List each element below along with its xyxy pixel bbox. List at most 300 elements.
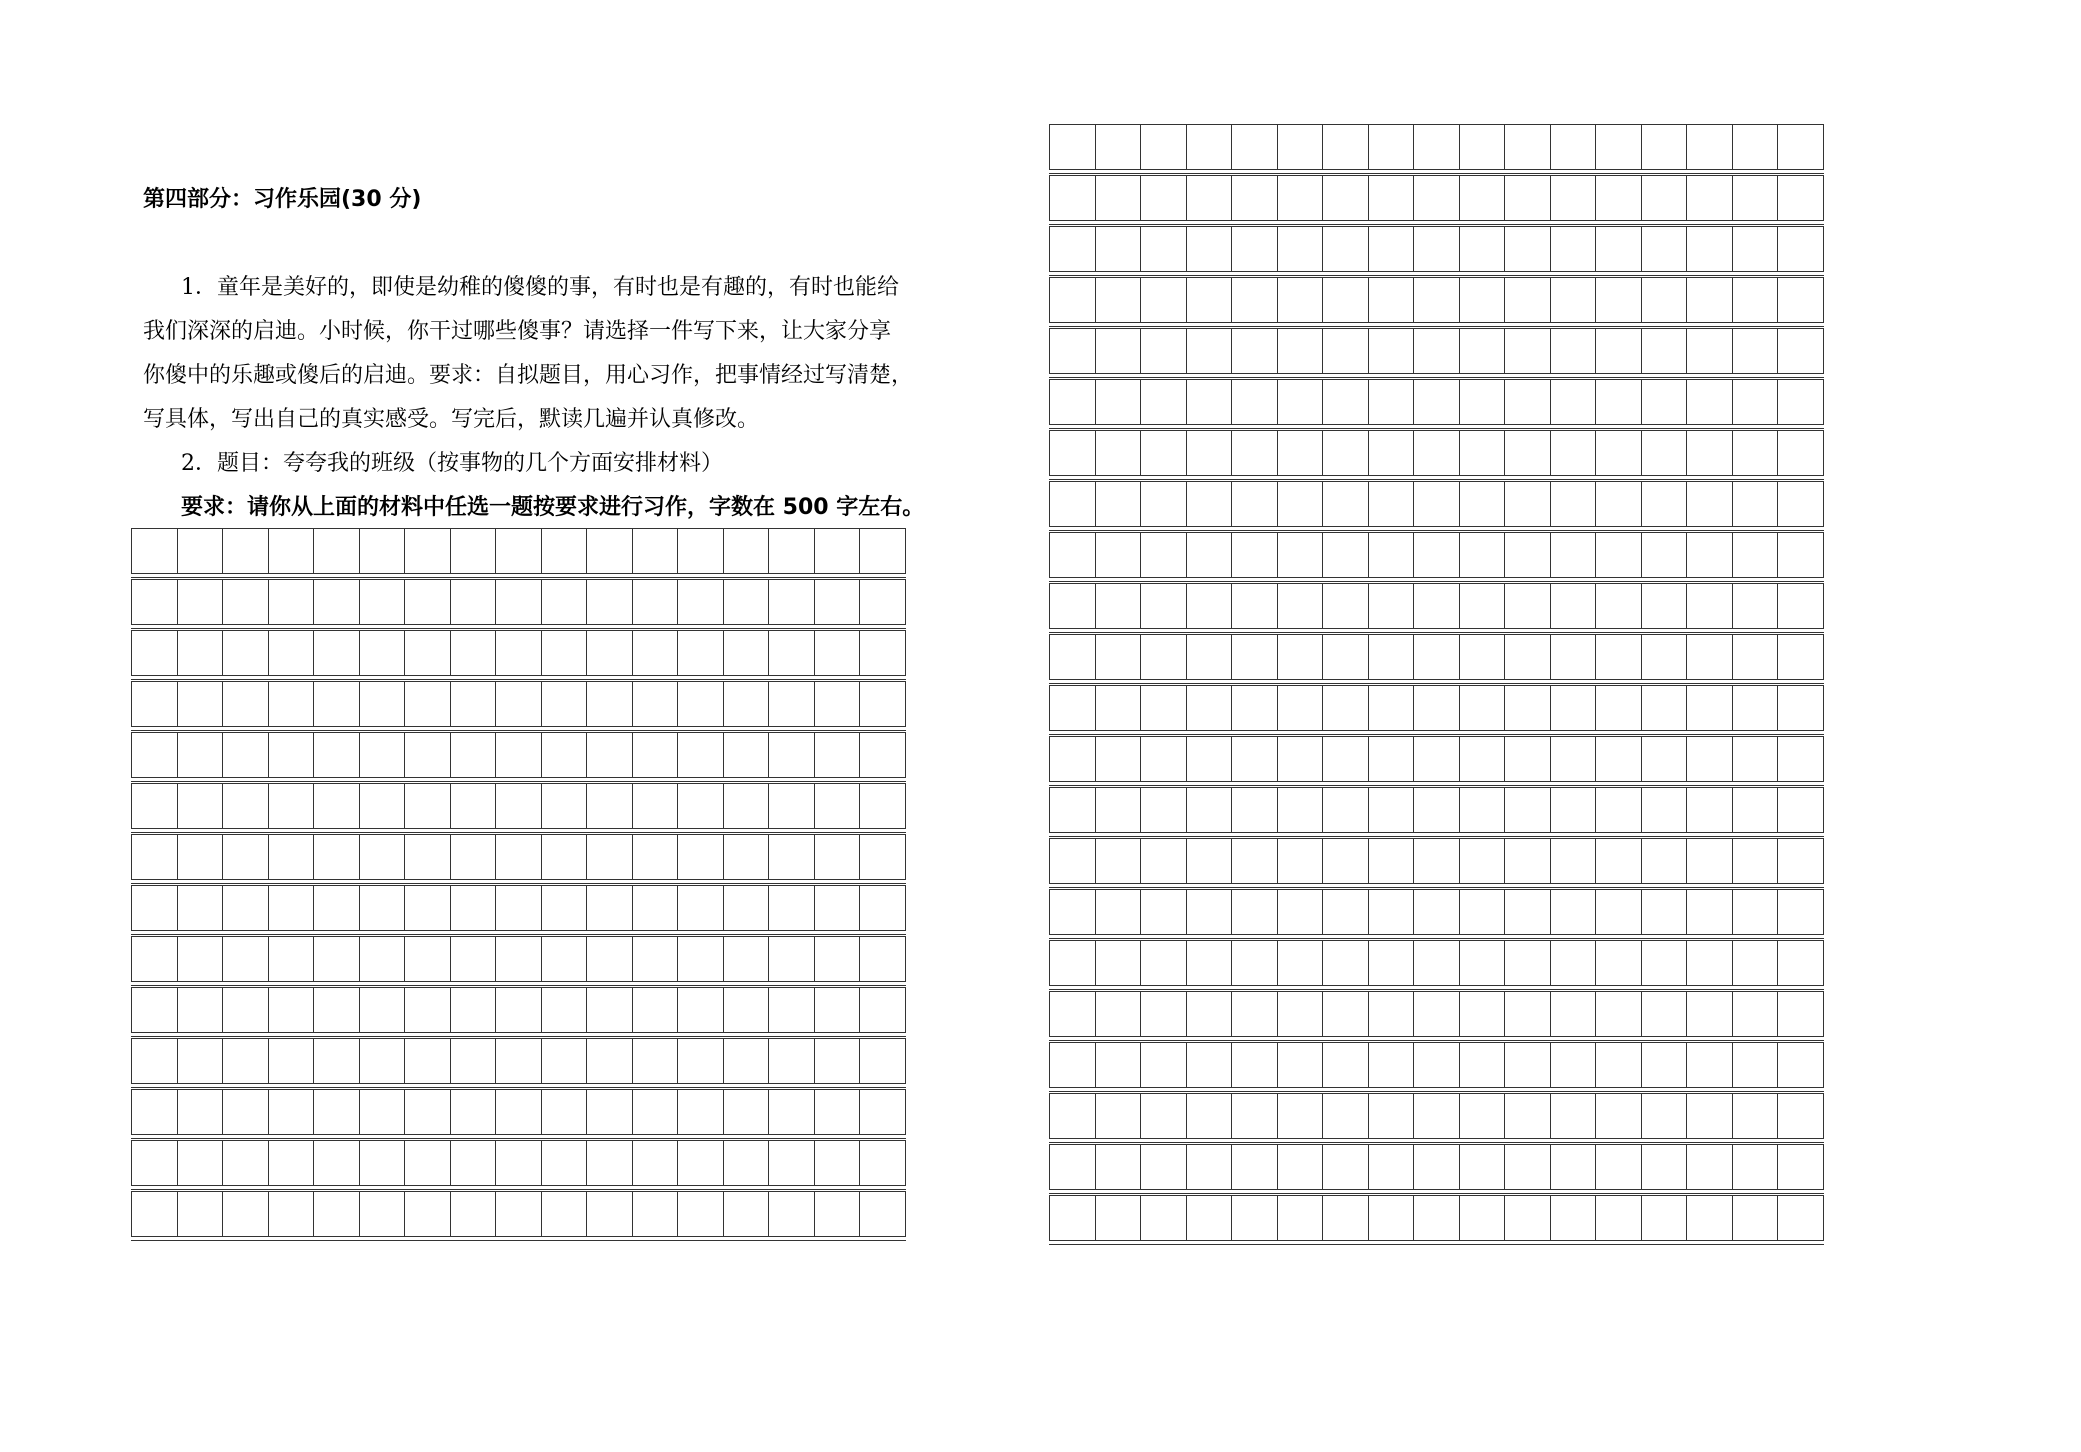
- grid-cell[interactable]: [1504, 1093, 1551, 1139]
- grid-cell[interactable]: [1368, 277, 1415, 323]
- grid-cell[interactable]: [541, 579, 588, 625]
- grid-cell[interactable]: [1641, 1042, 1688, 1088]
- grid-cell[interactable]: [1732, 838, 1779, 884]
- grid-cell[interactable]: [632, 732, 679, 778]
- grid-cell[interactable]: [1459, 685, 1506, 731]
- grid-cell[interactable]: [1732, 226, 1779, 272]
- grid-cell[interactable]: [131, 834, 178, 880]
- grid-cell[interactable]: [1550, 328, 1597, 374]
- grid-cell[interactable]: [677, 834, 724, 880]
- grid-cell[interactable]: [1368, 889, 1415, 935]
- grid-cell[interactable]: [1231, 583, 1278, 629]
- grid-cell[interactable]: [1595, 379, 1642, 425]
- grid-cell[interactable]: [1186, 1144, 1233, 1190]
- grid-cell[interactable]: [541, 1089, 588, 1135]
- grid-cell[interactable]: [177, 1140, 224, 1186]
- grid-cell[interactable]: [1049, 328, 1096, 374]
- grid-cell[interactable]: [131, 528, 178, 574]
- grid-cell[interactable]: [1777, 940, 1824, 986]
- grid-cell[interactable]: [1459, 532, 1506, 578]
- grid-cell[interactable]: [1231, 889, 1278, 935]
- grid-cell[interactable]: [359, 783, 406, 829]
- grid-cell[interactable]: [1504, 124, 1551, 170]
- grid-cell[interactable]: [1777, 838, 1824, 884]
- grid-cell[interactable]: [1595, 940, 1642, 986]
- grid-cell[interactable]: [313, 936, 360, 982]
- grid-cell[interactable]: [359, 1089, 406, 1135]
- grid-cell[interactable]: [768, 579, 815, 625]
- grid-cell[interactable]: [1095, 532, 1142, 578]
- grid-cell[interactable]: [1413, 736, 1460, 782]
- grid-cell[interactable]: [1140, 1195, 1187, 1241]
- grid-cell[interactable]: [1140, 328, 1187, 374]
- grid-cell[interactable]: [1322, 379, 1369, 425]
- grid-cell[interactable]: [1049, 634, 1096, 680]
- grid-cell[interactable]: [1686, 277, 1733, 323]
- grid-cell[interactable]: [1550, 481, 1597, 527]
- grid-cell[interactable]: [859, 1089, 906, 1135]
- grid-cell[interactable]: [723, 936, 770, 982]
- grid-cell[interactable]: [450, 1140, 497, 1186]
- grid-cell[interactable]: [1095, 175, 1142, 221]
- grid-cell[interactable]: [1459, 1093, 1506, 1139]
- grid-cell[interactable]: [1368, 940, 1415, 986]
- grid-cell[interactable]: [1322, 1144, 1369, 1190]
- grid-cell[interactable]: [723, 783, 770, 829]
- grid-cell[interactable]: [814, 630, 861, 676]
- grid-cell[interactable]: [1368, 685, 1415, 731]
- grid-cell[interactable]: [1413, 634, 1460, 680]
- grid-cell[interactable]: [1504, 634, 1551, 680]
- grid-cell[interactable]: [723, 987, 770, 1033]
- grid-cell[interactable]: [1777, 532, 1824, 578]
- grid-cell[interactable]: [222, 630, 269, 676]
- grid-cell[interactable]: [1459, 226, 1506, 272]
- grid-cell[interactable]: [1413, 1144, 1460, 1190]
- grid-cell[interactable]: [1686, 787, 1733, 833]
- grid-cell[interactable]: [1140, 889, 1187, 935]
- grid-cell[interactable]: [1732, 1042, 1779, 1088]
- grid-cell[interactable]: [1277, 430, 1324, 476]
- grid-cell[interactable]: [1322, 736, 1369, 782]
- grid-cell[interactable]: [1186, 1093, 1233, 1139]
- grid-cell[interactable]: [1231, 634, 1278, 680]
- grid-cell[interactable]: [1641, 889, 1688, 935]
- grid-cell[interactable]: [450, 885, 497, 931]
- grid-cell[interactable]: [404, 1089, 451, 1135]
- grid-cell[interactable]: [1595, 277, 1642, 323]
- grid-cell[interactable]: [586, 1089, 633, 1135]
- grid-cell[interactable]: [723, 528, 770, 574]
- grid-cell[interactable]: [1231, 175, 1278, 221]
- grid-cell[interactable]: [1413, 481, 1460, 527]
- grid-cell[interactable]: [541, 681, 588, 727]
- grid-cell[interactable]: [1368, 226, 1415, 272]
- grid-cell[interactable]: [1732, 175, 1779, 221]
- grid-cell[interactable]: [1595, 838, 1642, 884]
- grid-cell[interactable]: [1368, 838, 1415, 884]
- grid-cell[interactable]: [1231, 991, 1278, 1037]
- grid-cell[interactable]: [1368, 379, 1415, 425]
- grid-cell[interactable]: [1322, 685, 1369, 731]
- grid-cell[interactable]: [1595, 226, 1642, 272]
- grid-cell[interactable]: [1686, 379, 1733, 425]
- grid-cell[interactable]: [1322, 787, 1369, 833]
- grid-cell[interactable]: [1277, 532, 1324, 578]
- grid-cell[interactable]: [1095, 379, 1142, 425]
- grid-cell[interactable]: [450, 1191, 497, 1237]
- grid-cell[interactable]: [632, 1089, 679, 1135]
- grid-cell[interactable]: [1504, 1195, 1551, 1241]
- grid-cell[interactable]: [814, 1140, 861, 1186]
- grid-cell[interactable]: [1595, 991, 1642, 1037]
- grid-cell[interactable]: [1686, 124, 1733, 170]
- grid-cell[interactable]: [495, 630, 542, 676]
- grid-cell[interactable]: [677, 1038, 724, 1084]
- grid-cell[interactable]: [1550, 634, 1597, 680]
- grid-cell[interactable]: [1641, 940, 1688, 986]
- grid-cell[interactable]: [1504, 532, 1551, 578]
- grid-cell[interactable]: [859, 783, 906, 829]
- grid-cell[interactable]: [1049, 787, 1096, 833]
- writing-grid-left[interactable]: [131, 528, 905, 1242]
- grid-cell[interactable]: [1231, 736, 1278, 782]
- grid-cell[interactable]: [1641, 175, 1688, 221]
- grid-cell[interactable]: [1504, 889, 1551, 935]
- grid-cell[interactable]: [1231, 1093, 1278, 1139]
- grid-cell[interactable]: [268, 987, 315, 1033]
- grid-cell[interactable]: [1595, 736, 1642, 782]
- grid-cell[interactable]: [1413, 787, 1460, 833]
- grid-cell[interactable]: [1459, 124, 1506, 170]
- grid-cell[interactable]: [1732, 1195, 1779, 1241]
- grid-cell[interactable]: [723, 1140, 770, 1186]
- grid-cell[interactable]: [1504, 787, 1551, 833]
- grid-cell[interactable]: [1641, 787, 1688, 833]
- grid-cell[interactable]: [1641, 838, 1688, 884]
- grid-cell[interactable]: [1413, 940, 1460, 986]
- grid-cell[interactable]: [177, 579, 224, 625]
- grid-cell[interactable]: [768, 1089, 815, 1135]
- grid-cell[interactable]: [1140, 736, 1187, 782]
- grid-cell[interactable]: [1277, 634, 1324, 680]
- grid-cell[interactable]: [1322, 634, 1369, 680]
- grid-cell[interactable]: [1732, 787, 1779, 833]
- grid-cell[interactable]: [541, 630, 588, 676]
- grid-cell[interactable]: [1413, 889, 1460, 935]
- grid-cell[interactable]: [1595, 1144, 1642, 1190]
- grid-cell[interactable]: [1186, 1042, 1233, 1088]
- grid-cell[interactable]: [1504, 736, 1551, 782]
- grid-cell[interactable]: [1413, 175, 1460, 221]
- grid-cell[interactable]: [495, 1140, 542, 1186]
- grid-cell[interactable]: [1732, 583, 1779, 629]
- grid-cell[interactable]: [1368, 583, 1415, 629]
- grid-cell[interactable]: [1504, 1042, 1551, 1088]
- grid-cell[interactable]: [1641, 532, 1688, 578]
- grid-cell[interactable]: [768, 732, 815, 778]
- grid-cell[interactable]: [1686, 940, 1733, 986]
- grid-cell[interactable]: [177, 783, 224, 829]
- grid-cell[interactable]: [1277, 379, 1324, 425]
- grid-cell[interactable]: [450, 732, 497, 778]
- grid-cell[interactable]: [131, 630, 178, 676]
- grid-cell[interactable]: [632, 1191, 679, 1237]
- grid-cell[interactable]: [1140, 787, 1187, 833]
- grid-cell[interactable]: [859, 579, 906, 625]
- grid-cell[interactable]: [1732, 634, 1779, 680]
- grid-cell[interactable]: [1277, 175, 1324, 221]
- grid-cell[interactable]: [313, 834, 360, 880]
- grid-cell[interactable]: [1322, 430, 1369, 476]
- grid-cell[interactable]: [1231, 532, 1278, 578]
- grid-cell[interactable]: [177, 834, 224, 880]
- grid-cell[interactable]: [1413, 277, 1460, 323]
- grid-cell[interactable]: [268, 1089, 315, 1135]
- grid-cell[interactable]: [1413, 532, 1460, 578]
- grid-cell[interactable]: [1641, 1195, 1688, 1241]
- grid-cell[interactable]: [1140, 481, 1187, 527]
- grid-cell[interactable]: [1277, 481, 1324, 527]
- grid-cell[interactable]: [131, 1038, 178, 1084]
- grid-cell[interactable]: [1095, 685, 1142, 731]
- grid-cell[interactable]: [1049, 379, 1096, 425]
- grid-cell[interactable]: [1322, 226, 1369, 272]
- grid-cell[interactable]: [677, 630, 724, 676]
- grid-cell[interactable]: [450, 528, 497, 574]
- grid-cell[interactable]: [677, 579, 724, 625]
- grid-cell[interactable]: [1277, 226, 1324, 272]
- grid-cell[interactable]: [1095, 328, 1142, 374]
- grid-cell[interactable]: [359, 834, 406, 880]
- grid-cell[interactable]: [313, 1140, 360, 1186]
- grid-cell[interactable]: [768, 834, 815, 880]
- grid-cell[interactable]: [1095, 583, 1142, 629]
- grid-cell[interactable]: [404, 681, 451, 727]
- grid-cell[interactable]: [768, 783, 815, 829]
- grid-cell[interactable]: [1322, 124, 1369, 170]
- grid-cell[interactable]: [495, 732, 542, 778]
- grid-cell[interactable]: [1641, 430, 1688, 476]
- grid-cell[interactable]: [1095, 787, 1142, 833]
- grid-cell[interactable]: [1231, 430, 1278, 476]
- grid-cell[interactable]: [404, 528, 451, 574]
- grid-cell[interactable]: [1595, 328, 1642, 374]
- grid-cell[interactable]: [768, 1140, 815, 1186]
- grid-cell[interactable]: [586, 885, 633, 931]
- grid-cell[interactable]: [404, 885, 451, 931]
- grid-cell[interactable]: [1686, 1144, 1733, 1190]
- grid-cell[interactable]: [1504, 379, 1551, 425]
- grid-cell[interactable]: [1186, 991, 1233, 1037]
- grid-cell[interactable]: [131, 732, 178, 778]
- writing-grid-right[interactable]: [1049, 124, 1823, 1246]
- grid-cell[interactable]: [1732, 277, 1779, 323]
- grid-cell[interactable]: [1550, 889, 1597, 935]
- grid-cell[interactable]: [1140, 991, 1187, 1037]
- grid-cell[interactable]: [359, 1038, 406, 1084]
- grid-cell[interactable]: [768, 987, 815, 1033]
- grid-cell[interactable]: [1140, 1042, 1187, 1088]
- grid-cell[interactable]: [495, 834, 542, 880]
- grid-cell[interactable]: [1459, 991, 1506, 1037]
- grid-cell[interactable]: [1140, 379, 1187, 425]
- grid-cell[interactable]: [723, 885, 770, 931]
- grid-cell[interactable]: [677, 1140, 724, 1186]
- grid-cell[interactable]: [313, 987, 360, 1033]
- grid-cell[interactable]: [450, 834, 497, 880]
- grid-cell[interactable]: [1186, 277, 1233, 323]
- grid-cell[interactable]: [1186, 634, 1233, 680]
- grid-cell[interactable]: [1140, 430, 1187, 476]
- grid-cell[interactable]: [1049, 1195, 1096, 1241]
- grid-cell[interactable]: [404, 783, 451, 829]
- grid-cell[interactable]: [1732, 940, 1779, 986]
- grid-cell[interactable]: [268, 885, 315, 931]
- grid-cell[interactable]: [1595, 583, 1642, 629]
- grid-cell[interactable]: [677, 1191, 724, 1237]
- grid-cell[interactable]: [1732, 889, 1779, 935]
- grid-cell[interactable]: [131, 885, 178, 931]
- grid-cell[interactable]: [268, 528, 315, 574]
- grid-cell[interactable]: [1550, 175, 1597, 221]
- grid-cell[interactable]: [1459, 379, 1506, 425]
- grid-cell[interactable]: [1459, 940, 1506, 986]
- grid-cell[interactable]: [1277, 736, 1324, 782]
- grid-cell[interactable]: [268, 1191, 315, 1237]
- grid-cell[interactable]: [814, 1191, 861, 1237]
- grid-cell[interactable]: [222, 681, 269, 727]
- grid-cell[interactable]: [1459, 1042, 1506, 1088]
- grid-cell[interactable]: [1595, 481, 1642, 527]
- grid-cell[interactable]: [1231, 838, 1278, 884]
- grid-cell[interactable]: [859, 936, 906, 982]
- grid-cell[interactable]: [1322, 583, 1369, 629]
- grid-cell[interactable]: [586, 936, 633, 982]
- grid-cell[interactable]: [541, 732, 588, 778]
- grid-cell[interactable]: [1277, 991, 1324, 1037]
- grid-cell[interactable]: [450, 681, 497, 727]
- grid-cell[interactable]: [1413, 379, 1460, 425]
- grid-cell[interactable]: [768, 936, 815, 982]
- grid-cell[interactable]: [677, 1089, 724, 1135]
- grid-cell[interactable]: [1368, 124, 1415, 170]
- grid-cell[interactable]: [1550, 991, 1597, 1037]
- grid-cell[interactable]: [723, 630, 770, 676]
- grid-cell[interactable]: [1186, 889, 1233, 935]
- grid-cell[interactable]: [450, 1089, 497, 1135]
- grid-cell[interactable]: [1413, 328, 1460, 374]
- grid-cell[interactable]: [1459, 175, 1506, 221]
- grid-cell[interactable]: [1595, 787, 1642, 833]
- grid-cell[interactable]: [1368, 634, 1415, 680]
- grid-cell[interactable]: [1095, 124, 1142, 170]
- grid-cell[interactable]: [1777, 583, 1824, 629]
- grid-cell[interactable]: [1777, 889, 1824, 935]
- grid-cell[interactable]: [1277, 1195, 1324, 1241]
- grid-cell[interactable]: [632, 681, 679, 727]
- grid-cell[interactable]: [859, 834, 906, 880]
- grid-cell[interactable]: [541, 1191, 588, 1237]
- grid-cell[interactable]: [586, 630, 633, 676]
- grid-cell[interactable]: [1459, 889, 1506, 935]
- grid-cell[interactable]: [1641, 226, 1688, 272]
- grid-cell[interactable]: [1641, 1093, 1688, 1139]
- grid-cell[interactable]: [1413, 838, 1460, 884]
- grid-cell[interactable]: [1095, 1144, 1142, 1190]
- grid-cell[interactable]: [1049, 838, 1096, 884]
- grid-cell[interactable]: [541, 1140, 588, 1186]
- grid-cell[interactable]: [1368, 532, 1415, 578]
- grid-cell[interactable]: [1777, 430, 1824, 476]
- grid-cell[interactable]: [1550, 685, 1597, 731]
- grid-cell[interactable]: [1186, 124, 1233, 170]
- grid-cell[interactable]: [814, 834, 861, 880]
- grid-cell[interactable]: [859, 885, 906, 931]
- grid-cell[interactable]: [1459, 277, 1506, 323]
- grid-cell[interactable]: [1095, 838, 1142, 884]
- grid-cell[interactable]: [632, 987, 679, 1033]
- grid-cell[interactable]: [131, 681, 178, 727]
- grid-cell[interactable]: [859, 630, 906, 676]
- grid-cell[interactable]: [222, 834, 269, 880]
- grid-cell[interactable]: [313, 732, 360, 778]
- grid-cell[interactable]: [1140, 532, 1187, 578]
- grid-cell[interactable]: [1686, 532, 1733, 578]
- grid-cell[interactable]: [1686, 1195, 1733, 1241]
- grid-cell[interactable]: [1140, 226, 1187, 272]
- grid-cell[interactable]: [495, 936, 542, 982]
- grid-cell[interactable]: [313, 681, 360, 727]
- grid-cell[interactable]: [586, 783, 633, 829]
- grid-cell[interactable]: [1140, 940, 1187, 986]
- grid-cell[interactable]: [131, 1140, 178, 1186]
- grid-cell[interactable]: [1231, 787, 1278, 833]
- grid-cell[interactable]: [404, 579, 451, 625]
- grid-cell[interactable]: [1186, 175, 1233, 221]
- grid-cell[interactable]: [768, 528, 815, 574]
- grid-cell[interactable]: [541, 834, 588, 880]
- grid-cell[interactable]: [359, 1191, 406, 1237]
- grid-cell[interactable]: [1641, 685, 1688, 731]
- grid-cell[interactable]: [495, 579, 542, 625]
- grid-cell[interactable]: [632, 936, 679, 982]
- grid-cell[interactable]: [1550, 736, 1597, 782]
- grid-cell[interactable]: [1732, 1144, 1779, 1190]
- grid-cell[interactable]: [404, 630, 451, 676]
- grid-cell[interactable]: [131, 936, 178, 982]
- grid-cell[interactable]: [814, 681, 861, 727]
- grid-cell[interactable]: [177, 681, 224, 727]
- grid-cell[interactable]: [632, 528, 679, 574]
- grid-cell[interactable]: [1595, 1042, 1642, 1088]
- grid-cell[interactable]: [1595, 124, 1642, 170]
- grid-cell[interactable]: [359, 936, 406, 982]
- grid-cell[interactable]: [1322, 940, 1369, 986]
- grid-cell[interactable]: [1277, 838, 1324, 884]
- grid-cell[interactable]: [586, 1191, 633, 1237]
- grid-cell[interactable]: [1095, 736, 1142, 782]
- grid-cell[interactable]: [177, 1089, 224, 1135]
- grid-cell[interactable]: [723, 681, 770, 727]
- grid-cell[interactable]: [1140, 1093, 1187, 1139]
- grid-cell[interactable]: [541, 528, 588, 574]
- grid-cell[interactable]: [541, 885, 588, 931]
- grid-cell[interactable]: [268, 834, 315, 880]
- grid-cell[interactable]: [222, 1038, 269, 1084]
- grid-cell[interactable]: [1095, 481, 1142, 527]
- grid-cell[interactable]: [1322, 532, 1369, 578]
